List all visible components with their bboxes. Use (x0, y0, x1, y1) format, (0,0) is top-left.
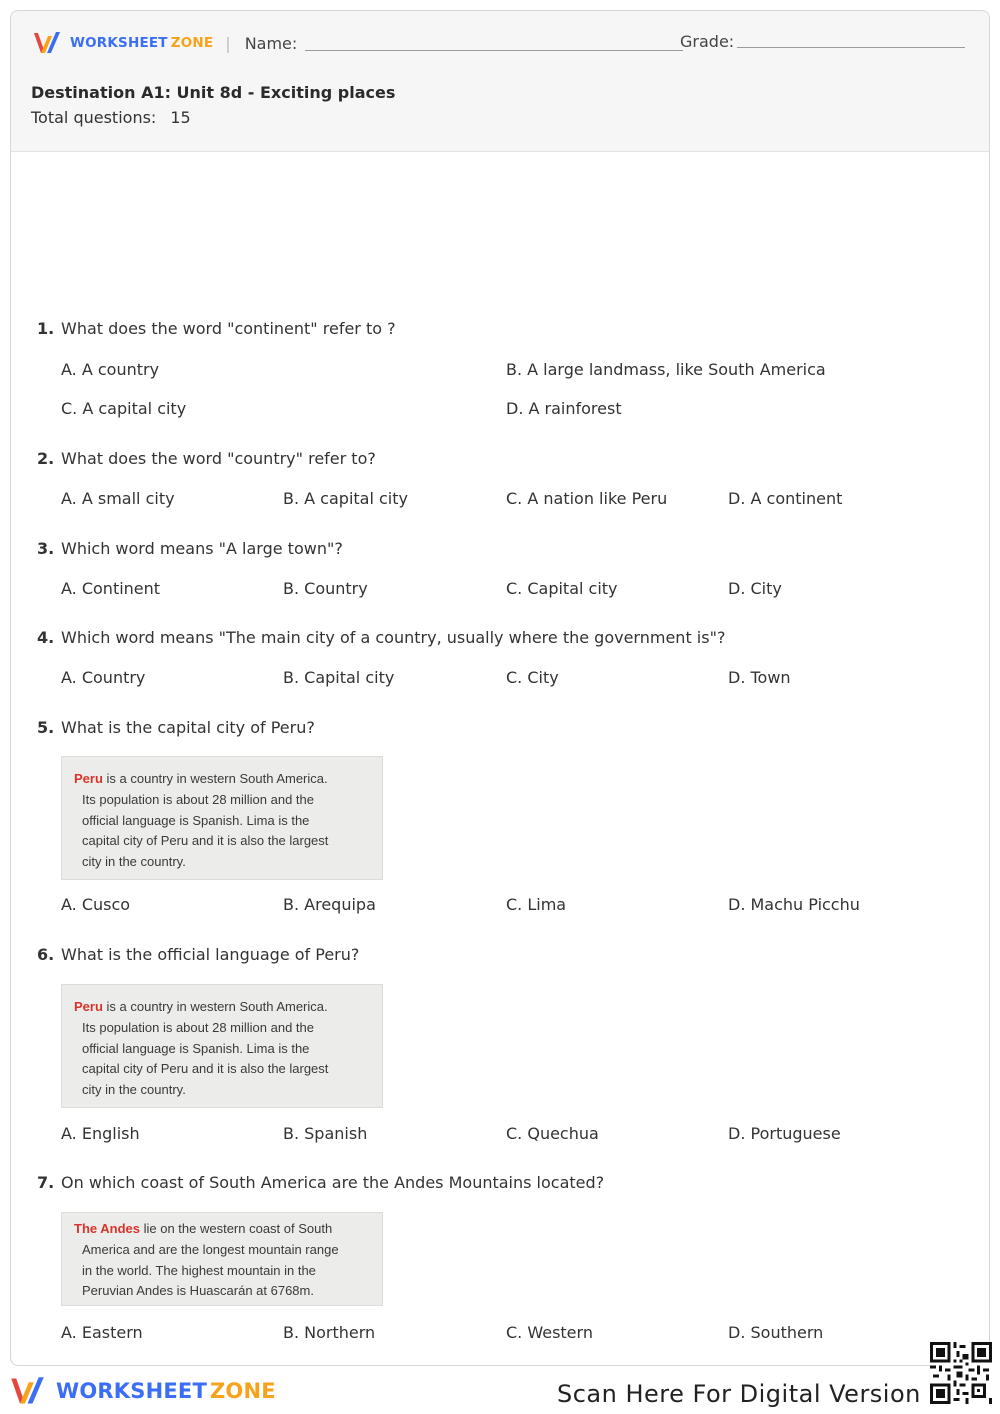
passage-highlight: Peru (74, 771, 103, 786)
question-stem (37, 319, 396, 338)
passage-line: Its population is about 28 million and the (82, 1019, 314, 1035)
option-a[interactable]: A. Cusco (61, 895, 131, 914)
name-input-line[interactable] (305, 50, 683, 51)
brand-name-part-a: WORKSHEET (56, 1379, 207, 1403)
question-number: 4. (37, 628, 55, 647)
option-d[interactable]: D. City (728, 579, 782, 598)
question-text: Which word means "A large town"? (61, 539, 343, 558)
question-text: What is the capital city of Peru? (61, 718, 315, 737)
passage-first-line: is a country in western South America. (102, 771, 328, 786)
question-number: 2. (37, 449, 55, 468)
question-number: 3. (37, 539, 55, 558)
passage-first-line: is a country in western South America. (102, 999, 328, 1014)
passage-line: city in the country. (82, 1082, 186, 1098)
passage-highlight: Peru (74, 999, 103, 1014)
header-divider: | (225, 33, 231, 53)
question-text: What is the official language of Peru? (61, 945, 360, 964)
option-a[interactable]: A. Country (61, 668, 146, 687)
passage-line (74, 1221, 332, 1236)
header-logo-row (33, 31, 683, 55)
option-b[interactable]: B. Capital city (283, 668, 395, 687)
option-d[interactable]: D. Southern (728, 1323, 824, 1342)
option-b[interactable]: B. A capital city (283, 489, 408, 508)
brand-name-part-b: ZONE (170, 35, 214, 51)
footer-logo[interactable] (10, 1376, 276, 1406)
qr-code-icon[interactable] (930, 1342, 992, 1404)
total-questions-label: Total questions: (31, 108, 157, 127)
passage-line (74, 999, 328, 1014)
option-b[interactable]: B. Northern (283, 1323, 376, 1342)
question-number: 6. (37, 945, 55, 964)
option-a[interactable]: A. English (61, 1124, 140, 1143)
option-d[interactable]: D. A continent (728, 489, 843, 508)
option-d[interactable]: D. Machu Picchu (728, 895, 860, 914)
passage-line: Its population is about 28 million and the (82, 791, 314, 807)
question-text: What does the word "continent" refer to ? (61, 319, 396, 338)
grade-label: Grade: (680, 32, 735, 51)
option-d[interactable]: D. Town (728, 668, 791, 687)
passage-line: in the world. The highest mountain in the (82, 1262, 316, 1278)
option-d[interactable]: D. A rainforest (506, 399, 622, 418)
question-stem (37, 1173, 604, 1192)
question-stem (37, 539, 343, 558)
option-b[interactable]: B. Arequipa (283, 895, 376, 914)
question-stem (37, 628, 725, 647)
passage-line: America and are the longest mountain range (82, 1241, 339, 1257)
question-text: Which word means "The main city of a country, usually where the government is"? (61, 628, 726, 647)
worksheet-title: Destination A1: Unit 8d - Exciting places (31, 83, 396, 102)
passage-first-line: lie on the western coast of South (139, 1221, 333, 1236)
worksheet-header (11, 11, 989, 152)
option-c[interactable]: C. A capital city (61, 399, 187, 418)
option-b[interactable]: B. A large landmass, like South America (506, 360, 826, 379)
worksheetzone-logo-icon (10, 1376, 50, 1406)
reading-passage-image (61, 756, 383, 880)
scan-digital-version-text: Scan Here For Digital Version (557, 1380, 921, 1408)
option-b[interactable]: B. Spanish (283, 1124, 368, 1143)
reading-passage-image (61, 1212, 383, 1306)
option-c[interactable]: C. Quechua (506, 1124, 599, 1143)
option-a[interactable]: A. A country (61, 360, 160, 379)
option-a[interactable]: A. A small city (61, 489, 175, 508)
passage-highlight: The Andes (74, 1221, 140, 1236)
question-text: On which coast of South America are the Andes Mountains located? (61, 1173, 605, 1192)
reading-passage-image (61, 984, 383, 1108)
passage-line (74, 771, 328, 786)
worksheet-sheet (10, 10, 990, 1366)
question-stem (37, 718, 315, 737)
option-c[interactable]: C. Capital city (506, 579, 618, 598)
passage-line: city in the country. (82, 854, 186, 870)
total-questions (31, 108, 191, 127)
option-a[interactable]: A. Continent (61, 579, 161, 598)
passage-line: capital city of Peru and it is also the largest (82, 1061, 329, 1077)
option-d[interactable]: D. Portuguese (728, 1124, 841, 1143)
question-text: What does the word "country" refer to? (61, 449, 376, 468)
passage-line: Peruvian Andes is Huascarán at 6768m. (82, 1283, 314, 1299)
brand-name-part-a: WORKSHEET (70, 35, 168, 51)
question-number: 7. (37, 1173, 55, 1192)
brand-name-part-b: ZONE (209, 1379, 276, 1403)
passage-line: official language is Spanish. Lima is the (82, 1040, 310, 1056)
worksheetzone-logo-icon (33, 31, 65, 55)
question-number: 5. (37, 718, 55, 737)
question-stem (37, 945, 359, 964)
question-number: 1. (37, 319, 55, 338)
option-c[interactable]: C. A nation like Peru (506, 489, 668, 508)
question-stem (37, 449, 376, 468)
grade-input-line[interactable] (737, 47, 965, 48)
name-label: Name: (244, 33, 298, 53)
total-questions-value: 15 (170, 108, 191, 127)
option-c[interactable]: C. Western (506, 1323, 593, 1342)
option-a[interactable]: A. Eastern (61, 1323, 143, 1342)
option-c[interactable]: C. City (506, 668, 559, 687)
option-b[interactable]: B. Country (283, 579, 368, 598)
option-c[interactable]: C. Lima (506, 895, 567, 914)
page-footer (0, 1366, 1000, 1414)
passage-line: capital city of Peru and it is also the largest (82, 833, 329, 849)
passage-line: official language is Spanish. Lima is the (82, 812, 310, 828)
